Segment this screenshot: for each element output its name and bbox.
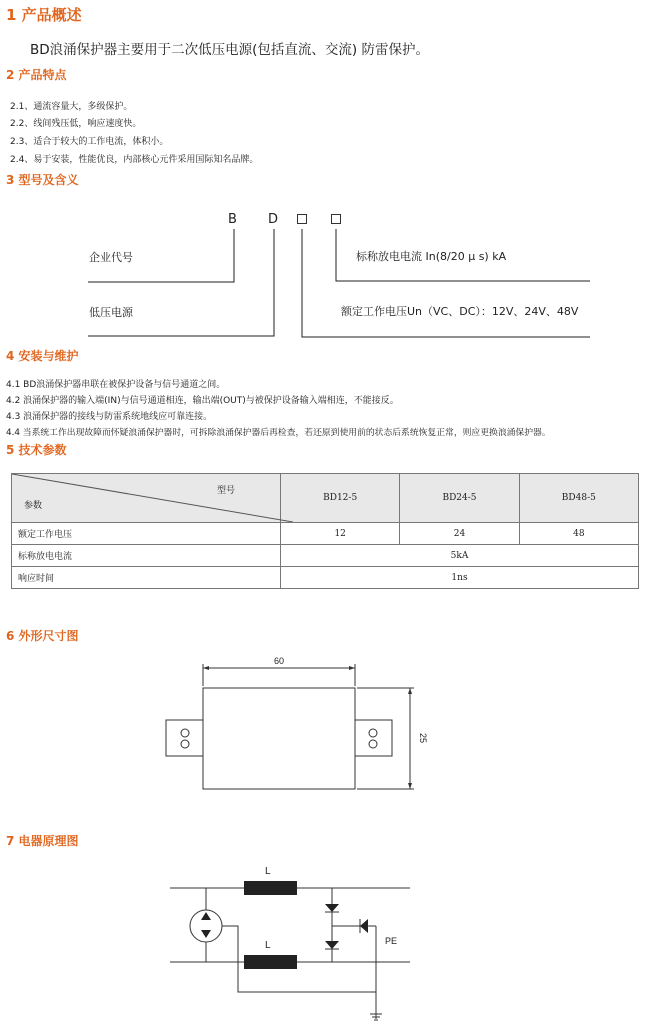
table-header-cell [12,474,281,523]
install-item: 4.3 浪涌保护器的接线与防雷系统地线应可靠连接。 [6,412,213,422]
feature-item: 2.3、适合于较大的工作电流，体积小。 [10,137,169,147]
section-6-title: 6 外形尺寸图 [6,629,79,643]
label-rated-voltage: 额定工作电压Un（VC、DC）：12V、24V、48V [341,305,579,318]
cell-value: 1ns [281,567,639,589]
inductor-label-bottom: L [265,940,271,951]
pe-label: PE [385,936,398,946]
header-model: 型号 [217,486,236,496]
feature-item: 2.4、易于安装，性能优良，内部核心元件采用国际知名品牌。 [10,155,259,165]
dimension-drawing [0,650,650,830]
label-low-voltage: 低压电源 [89,306,133,319]
product-intro: BD浪涌保护器主要用于二次低压电源(包括直流、交流) 防雷保护。 [30,42,429,58]
feature-item: 2.2、线间残压低，响应速度快。 [10,119,142,129]
spec-table [11,473,639,589]
cell-value: 5kA [281,545,639,567]
cell-value: 12 [281,523,400,545]
diagonal-line [12,474,293,522]
circuit-schematic [0,854,650,1024]
cell-value: 48 [519,523,638,545]
label-discharge-current: 标称放电电流 In(8/20 μ s) kA [356,250,507,263]
install-item: 4.4 当系统工作出现故障而怀疑浪涌保护器时，可拆除浪涌保护器后再检查，若还原到使用前的状态后系统恢复正常，则应更换浪涌保护器。 [6,428,551,438]
row-label: 响应时间 [12,567,281,589]
section-7-title: 7 电器原理图 [6,834,79,848]
dim-width-label: 60 [273,656,285,666]
model-header: BD12-5 [281,474,400,523]
row-label: 额定工作电压 [12,523,281,545]
section-4-title: 4 安装与维护 [6,349,79,363]
section-5-title: 5 技术参数 [6,443,67,457]
install-item: 4.2 浪涌保护器的输入端(IN)与信号通道相连，输出端(OUT)与被保护设备输入端相连，不能接反。 [6,396,399,406]
install-item: 4.1 BD浪涌保护器串联在被保护设备与信号通道之间。 [6,380,226,390]
section-3-title: 3 型号及含义 [6,173,79,187]
model-header: BD48-5 [519,474,638,523]
section-1-title: 1 产品概述 [6,6,82,24]
feature-item: 2.1、通流容量大，多级保护。 [10,102,133,112]
model-letter-d: D [268,212,279,227]
cell-value: 24 [400,523,519,545]
header-param: 参数 [24,501,43,511]
dim-height-label: 25 [418,732,428,744]
model-letter-b: B [228,212,237,227]
row-label: 标称放电电流 [12,545,281,567]
model-header: BD24-5 [400,474,519,523]
label-company-code: 企业代号 [89,251,133,264]
section-2-title: 2 产品特点 [6,68,67,82]
inductor-label-top: L [265,866,271,877]
